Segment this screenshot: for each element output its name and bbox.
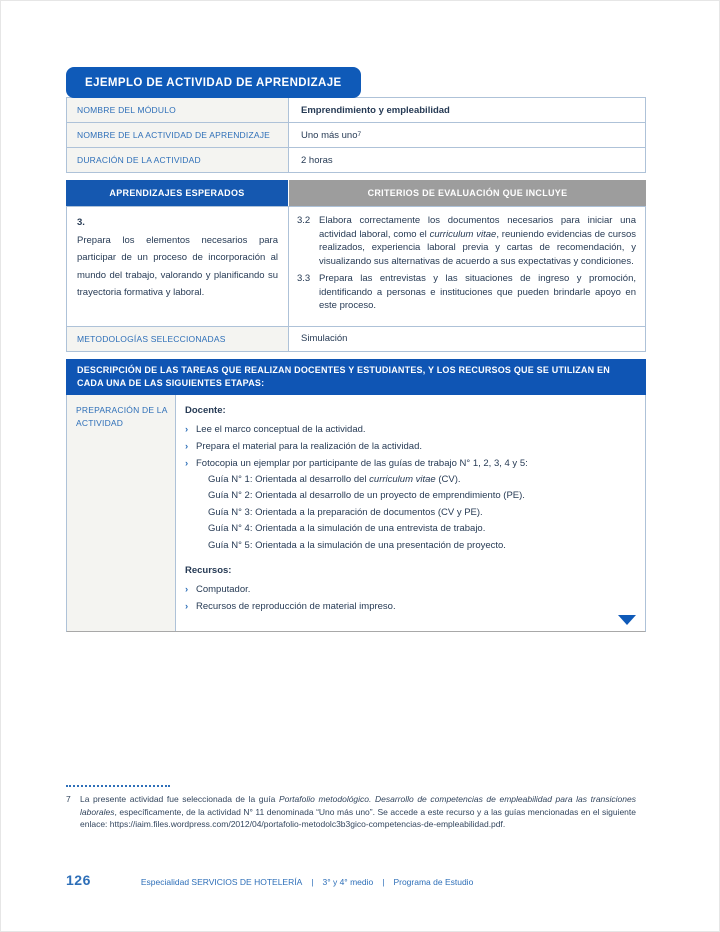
footer-program: Programa de Estudio: [393, 877, 474, 887]
methodology-row: [66, 327, 646, 352]
footer-separator: |: [382, 877, 385, 887]
footnote-number: 7: [66, 794, 71, 804]
footnote-text: La presente actividad fue seleccionada de la guía Portafolio metodológico. Desarrollo de competencias de empleabilidad para las transiciones laborales, específicamente, de la actividad N° 11 denominada “Uno más uno”. Se accede a este recurso y a las guías mencionadas en el siguiente enlace: https://iaim.files.wordpress.com/2012/04/portafolio-metodolc3b3gico-competencias-de-empleabilidad.pdf.: [80, 794, 636, 829]
tasks-description-bar: DESCRIPCIÓN DE LAS TAREAS QUE REALIZAN DOCENTES Y ESTUDIANTES, Y LOS RECURSOS QUE SE UTILIZAN EN CADA UNA DE LAS SIGUIENTES ETAPAS:: [66, 359, 646, 395]
bullet-icon: ›: [185, 423, 189, 435]
expected-learning-text: Prepara los elementos necesarios para participar de un proceso de incorporación al mundo del trabajo, valorando y planificando su trayectoria formativa y laboral.: [77, 234, 278, 298]
duration-label: DURACIÓN DE LA ACTIVIDAD: [67, 148, 289, 172]
recurso-bullet: › Recursos de reproducción de material impreso.: [185, 598, 633, 615]
activity-info-table: [66, 97, 646, 173]
learning-criteria-row: [66, 206, 646, 327]
activity-name-value: Uno más uno 7: [301, 129, 362, 141]
expected-learning-item: [67, 207, 289, 326]
criterion-number: 3.3: [297, 273, 311, 284]
preparation-stage-label: PREPARACIÓN DE LA ACTIVIDAD: [67, 395, 176, 632]
footer-separator: |: [311, 877, 314, 887]
bullet-icon: ›: [185, 601, 189, 612]
duration-value: 2 horas: [301, 154, 333, 166]
docente-section-title: Docente:: [185, 404, 226, 416]
evaluation-criteria-header: CRITERIOS DE EVALUACIÓN QUE INCLUYE: [289, 180, 646, 206]
recursos-section-title: Recursos:: [185, 565, 232, 576]
preparation-row: [66, 395, 646, 633]
table-row: [66, 148, 646, 173]
expected-learnings-header: APRENDIZAJES ESPERADOS: [66, 180, 288, 206]
guide-line: Guía N° 4: Orientada a la simulación de una entrevista de trabajo.: [208, 523, 486, 534]
guide-line: Guía N° 5: Orientada a la simulación de una presentación de proyecto.: [208, 539, 506, 551]
footer-specialty: Especialidad SERVICIOS DE HOTELERÍA: [140, 877, 303, 887]
methodology-value: Simulación: [301, 333, 348, 344]
criterion-item: [297, 214, 636, 268]
activity-example-badge: EJEMPLO DE ACTIVIDAD DE APRENDIZAJE: [66, 67, 361, 98]
expected-learning-number: 3.: [77, 217, 85, 228]
methodology-label: METODOLOGÍAS SELECCIONADAS: [67, 327, 289, 351]
bullet-icon: ›: [185, 440, 189, 452]
bullet-icon: ›: [185, 457, 189, 469]
criterion-text: Elabora correctamente los documentos necesarios para iniciar una actividad laboral, como el curriculum vitae, reuniendo evidencias de cursos realizados, experiencia laboral previa y cartas de recomendación, y visualizando sus alternativas de acuerdo a sus expectativas y condiciones.: [319, 215, 636, 267]
module-name-value: Emprendimiento y empleabilidad: [301, 104, 450, 116]
criteria-list: [289, 207, 645, 326]
criterion-text: Prepara las entrevistas y las situaciones de ingreso y promoción, identificando a personas e instituciones que pueden brindarle apoyo en este proceso.: [319, 273, 636, 311]
recurso-bullet: › Computador.: [185, 581, 633, 598]
activity-name-text: Uno más uno: [301, 129, 358, 141]
table-row: [66, 123, 646, 148]
table-row: [66, 97, 646, 123]
docente-bullet: › Prepara el material para la realización de la actividad.: [185, 438, 633, 455]
guide-line: Guía N° 3: Orientada a la preparación de documentos (CV y PE).: [208, 506, 483, 518]
docente-bullet: › Fotocopia un ejemplar por participante de las guías de trabajo N° 1, 2, 3, 4 y 5:: [185, 455, 633, 472]
module-name-label: NOMBRE DEL MÓDULO: [67, 98, 289, 122]
footer-level: 3° y 4° medio: [322, 877, 374, 887]
criterion-number: 3.2: [297, 215, 311, 226]
footnote-rule: [66, 785, 170, 787]
preparation-content: [176, 395, 645, 632]
footnote: [66, 785, 636, 831]
page-footer: [66, 872, 473, 888]
activity-document: [66, 67, 646, 632]
criterion-item: [297, 272, 636, 313]
bullet-icon: ›: [185, 584, 189, 595]
table-header-band: [66, 180, 646, 206]
page-number: 126: [66, 872, 91, 888]
docente-bullet: › Lee el marco conceptual de la actividad.: [185, 421, 633, 438]
activity-name-label: NOMBRE DE LA ACTIVIDAD DE APRENDIZAJE: [67, 123, 289, 147]
guide-line: Guía N° 2: Orientada al desarrollo de un proyecto de emprendimiento (PE).: [208, 490, 525, 501]
continuation-arrow-icon: [618, 615, 636, 625]
guide-line: Guía N° 1: Orientada al desarrollo del curriculum vitae (CV).: [208, 473, 461, 485]
